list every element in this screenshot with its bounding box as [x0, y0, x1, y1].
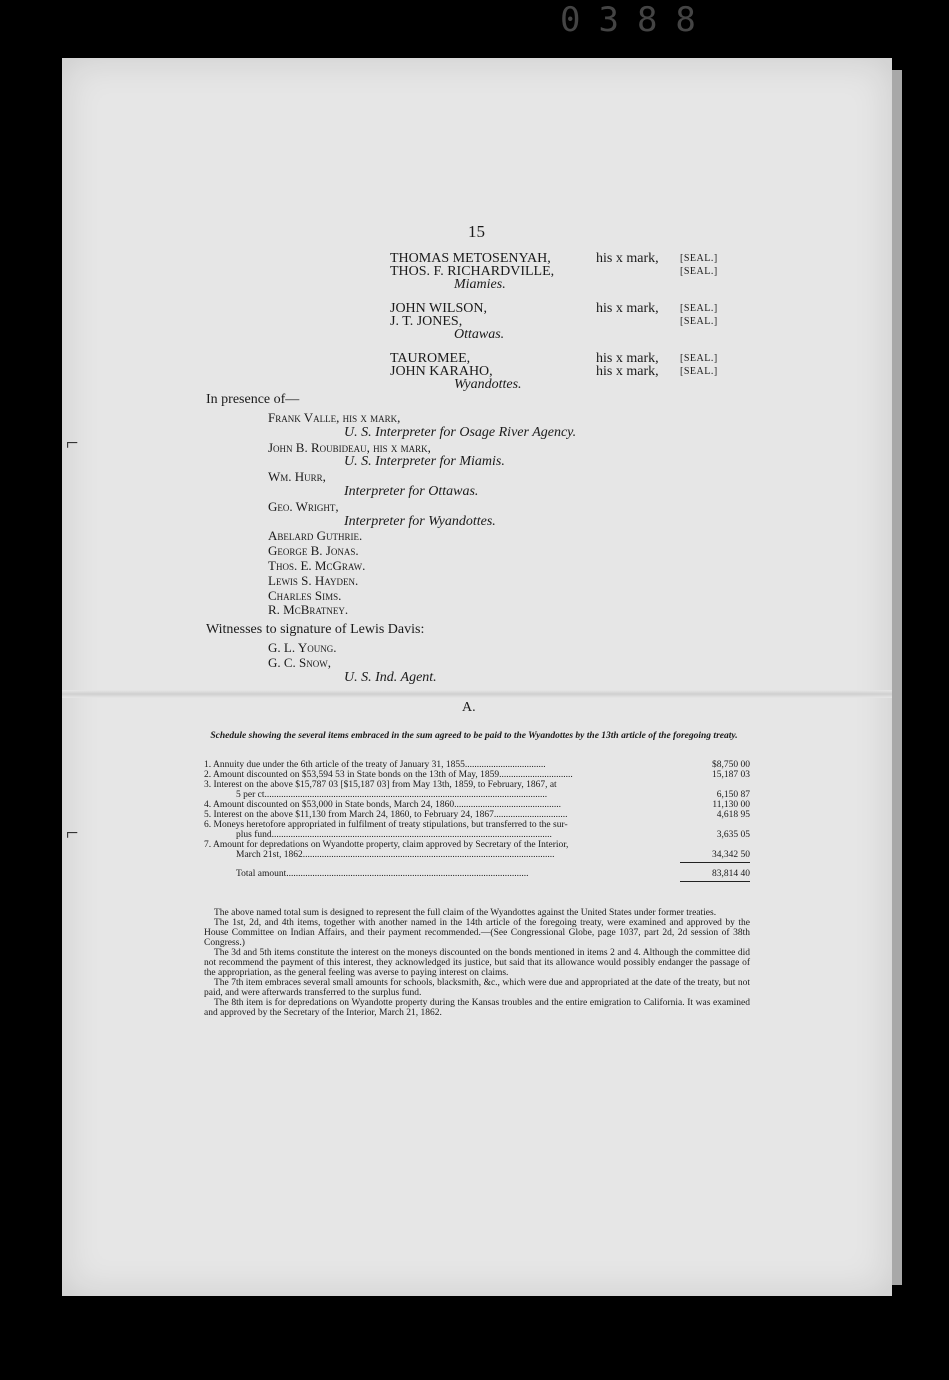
schedule-item-text: plus fund...................................................................................................................... — [236, 830, 552, 840]
his-mark: his x mark, — [596, 301, 659, 316]
page-fold — [62, 690, 892, 698]
witness-name: G. L. Young. — [268, 640, 337, 655]
davis-witnesses-label: Witnesses to signature of Lewis Davis: — [206, 622, 425, 637]
seal-label: [SEAL.] — [680, 303, 718, 314]
witness-name: R. McBratney. — [268, 602, 349, 618]
witness-name: Thos. E. McGraw. — [268, 558, 366, 573]
signature-row — [390, 315, 750, 328]
note-paragraph: The 7th item embraces several small amounts for schools, blacksmith, &c., which were due and appropriated at the date of the treaty, but not paid, and were afterwards transferred to the surplus fund. — [204, 978, 750, 998]
document-page — [62, 58, 892, 1296]
schedule-item-amount: 4,618 95 — [716, 810, 750, 820]
witness-name: Geo. Wright, — [268, 498, 339, 514]
schedule-item-text: 1. Annuity due under the 6th article of the treaty of January 31, 1855.................................. — [204, 760, 546, 770]
schedule-table — [204, 760, 750, 886]
schedule-item-amount: 6,150 87 — [716, 790, 750, 800]
seal-label: [SEAL.] — [680, 353, 718, 364]
schedule-item-amount: $8,750 00 — [712, 760, 750, 770]
tribe-label: Wyandottes. — [454, 377, 522, 392]
signatory-name: JOHN KARAHO, — [390, 364, 493, 379]
film-frame-number: 0388 — [560, 0, 714, 40]
witness-name: Abelard Guthrie. — [268, 528, 363, 544]
witness-name: Lewis S. Hayden. — [268, 572, 359, 588]
seal-label: [SEAL.] — [680, 253, 718, 264]
schedule-item-text: 5. Interest on the above $11,130 from March 24, 1860, to February 24, 1867............................... — [204, 810, 568, 820]
schedule-item-amount: 11,130 00 — [712, 800, 750, 810]
schedule-letter: A. — [462, 700, 476, 715]
seal-label: [SEAL.] — [680, 316, 718, 327]
binding-clip-mark: ⌐ — [66, 430, 79, 455]
schedule-item-text: 7. Amount for depredations on Wyandotte property, claim approved by Secretary of the Interior, — [204, 840, 569, 850]
signature-block — [390, 252, 750, 402]
note-paragraph: The 3d and 5th items constitute the interest on the moneys discounted on the bonds mentioned in items 2 and 4. Although the committee did not recommend the payment of this interest, they acknowledged its justice, but said that its allowance would possibly endanger the passage of the appropriation, as the general feeling was averse to paying interest on claims. — [204, 948, 750, 978]
his-mark: his x mark, — [596, 351, 659, 366]
schedule-item-text: 4. Amount discounted on $53,000 in State bonds, March 24, 1860............................................. — [204, 800, 562, 810]
witness-name: G. C. Snow, — [268, 654, 332, 670]
schedule-row — [204, 810, 750, 820]
schedule-item-text: 6. Moneys heretofore appropriated in fulfilment of treaty stipulations, but transferred to the sur- — [204, 820, 568, 830]
signatory-name: TAUROMEE, — [390, 351, 471, 366]
schedule-item-text: 5 per ct....................................................................................................................... — [236, 790, 548, 800]
schedule-row — [204, 760, 750, 770]
schedule-item-text: 3. Interest on the above $15,787 03 [$15,187 03] from May 13th, 1859, to February, 1867, at — [204, 780, 557, 790]
note-paragraph: The 8th item is for depredations on Wyandotte property during the Kansas troubles and the entire emigration to California. It was examined and approved by the Secretary of the Interior, March 21, 1862. — [204, 998, 750, 1018]
schedule-row — [204, 800, 750, 810]
signatory-name: J. T. JONES, — [390, 314, 463, 329]
total-row — [204, 869, 750, 879]
signatory-name: JOHN WILSON, — [390, 301, 487, 316]
witness-role: U. S. Interpreter for Miamis. — [344, 454, 505, 470]
witness-name: Charles Sims. — [268, 587, 342, 603]
schedule-item-text: March 21st, 1862.......................................................................................................... — [236, 850, 555, 860]
signature-row — [390, 265, 750, 278]
total-amount: 83,814 40 — [712, 869, 750, 879]
schedule-row — [204, 840, 750, 860]
tribe-label: Ottawas. — [454, 327, 505, 342]
signatory-name: THOS. F. RICHARDVILLE, — [390, 264, 555, 279]
his-mark: his x mark, — [596, 251, 659, 266]
witness-name: John B. Roubideau, his x mark, — [268, 439, 431, 455]
seal-label: [SEAL.] — [680, 266, 718, 277]
schedule-row — [204, 820, 750, 840]
note-paragraph: The above named total sum is designed to represent the full claim of the Wyandottes against the United States under former treaties. — [214, 908, 717, 918]
witness-name: Frank Valle, his x mark, — [268, 410, 401, 425]
note-paragraph: The 1st, 2d, and 4th items, together with another named in the 14th article of the foregoing treaty, were examined and approved by the House Committee on Indian Affairs, and their payment recommended.—(See Congressional Globe, page 1037, part 2d, 2d session of 38th Congress.) — [204, 918, 750, 948]
witness-role: Interpreter for Ottawas. — [344, 484, 479, 499]
witness-role: Interpreter for Wyandottes. — [344, 513, 496, 529]
schedule-row — [204, 780, 750, 800]
seal-label: [SEAL.] — [680, 366, 718, 377]
signatory-name: THOMAS METOSENYAH, — [390, 251, 551, 266]
schedule-item-amount: 15,187 03 — [712, 770, 750, 780]
total-label: Total amount...................................................................................................... — [236, 869, 529, 879]
page-number: 15 — [468, 222, 485, 241]
schedule-title: Schedule showing the several items embraced in the sum agreed to be paid to the Wyandottes by the 13th article of the foregoing treaty. — [210, 731, 738, 741]
witness-name: George B. Jonas. — [268, 543, 359, 559]
in-presence-label: In presence of— — [206, 392, 300, 407]
schedule-item-amount: 34,342 50 — [712, 850, 750, 860]
schedule-notes — [204, 908, 750, 1018]
witness-name: Wm. Hurr, — [268, 469, 326, 485]
total-rule — [680, 862, 750, 863]
witness-role: U. S. Ind. Agent. — [344, 669, 437, 685]
signature-row — [390, 365, 750, 378]
witness-role: U. S. Interpreter for Osage River Agency. — [344, 424, 577, 440]
total-rule — [680, 881, 750, 882]
schedule-item-text: 2. Amount discounted on $53,594 53 in State bonds on the 13th of May, 1859............................... — [204, 770, 573, 780]
binding-clip-mark: ⌐ — [66, 820, 79, 845]
tribe-label: Miamies. — [454, 277, 506, 292]
schedule-row — [204, 770, 750, 780]
his-mark: his x mark, — [596, 364, 659, 379]
schedule-item-amount: 3,635 05 — [716, 830, 750, 840]
